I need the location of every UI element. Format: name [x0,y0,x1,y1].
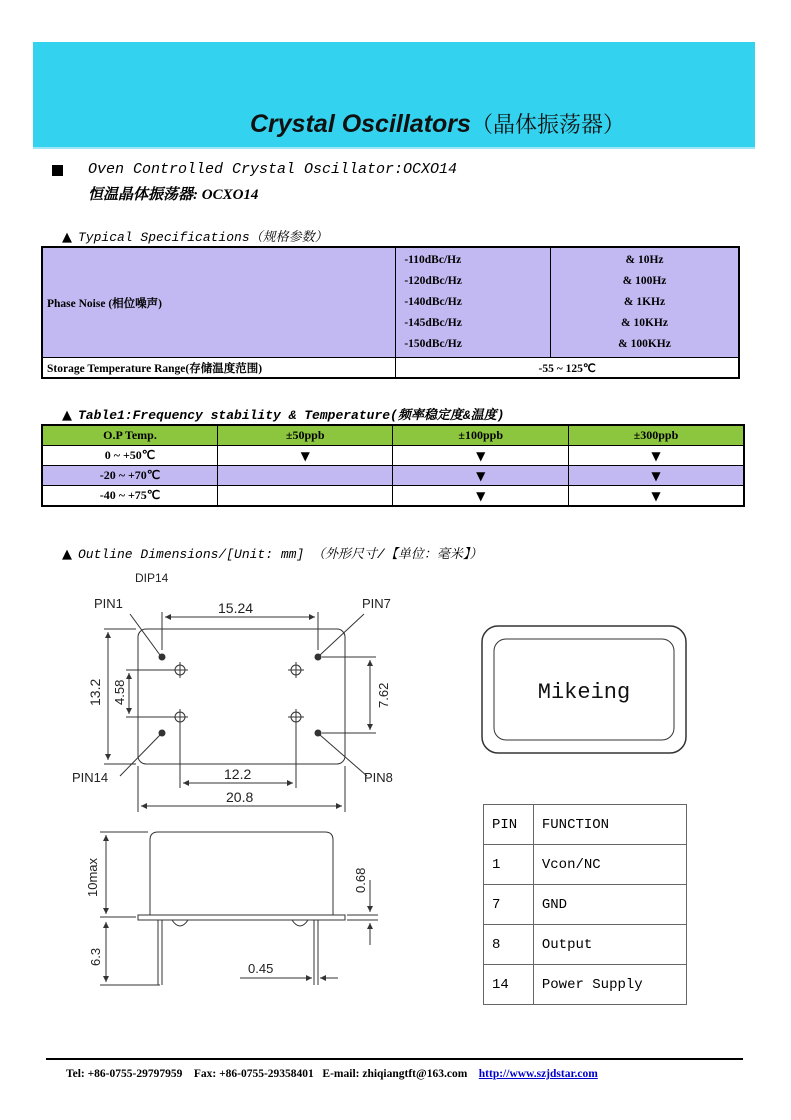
pin-label-7: PIN7 [362,596,391,611]
footer-email: E-mail: zhiqiangtft@163.com [322,1068,468,1080]
black-triangle-icon: ▲ [62,408,72,423]
pin-function: Vcon/NC [533,845,686,885]
dim-6-3: 6.3 [88,947,103,966]
marking-text: Mikeing [537,680,631,705]
pin-table-row [484,845,687,885]
stability-col-header: ±100ppb [393,425,569,446]
phase-noise-offset: & 1KHz [623,296,666,308]
pin-number: 14 [484,965,534,1005]
header-banner-underline [33,147,755,149]
stability-col-header: ±50ppb [217,425,392,446]
stability-row [42,486,744,507]
product-name-cn: 恒温晶体振荡器: OCXO14 [88,187,259,203]
stability-row [42,446,744,466]
down-triangle-icon: ▼ [568,486,744,507]
footer-website-link[interactable]: http://www.szjdstar.com [478,1068,598,1080]
outline-section-heading-text: Outline Dimensions/[Unit: mm] （外形尺寸/【单位：毫米】） [78,547,483,562]
footer-fax: Fax: +86-0755-29358401 [193,1068,314,1080]
phase-noise-offset: & 10KHz [621,317,668,329]
spec-table [41,246,740,379]
footer [66,1068,598,1080]
pin-crosshairs [172,662,304,725]
spec-row-phase-noise [42,247,739,358]
down-triangle-icon: ▼ [217,446,392,466]
phase-noise-level: -110dBc/Hz [404,254,462,266]
pin-function-table [483,804,687,1005]
pin-number: 7 [484,885,534,925]
pin-table-row [484,885,687,925]
package-label: DIP14 [135,571,169,585]
dim-10max: 10max [85,857,100,897]
down-triangle-icon: ▼ [393,466,569,486]
pin-table-header-pin: PIN [484,805,534,845]
product-name-en: Oven Controlled Crystal Oscillator:OCXO14 [88,161,458,178]
down-triangle-icon: ▼ [393,446,569,466]
phase-noise-levels [396,247,551,358]
phase-noise-level: -140dBc/Hz [404,296,462,308]
phase-noise-level: -120dBc/Hz [404,275,462,287]
spec-param-storage-temp: Storage Temperature Range(存储温度范围) [42,358,396,379]
stability-row [42,466,744,486]
spec-value-storage-temp: -55 ~ 125℃ [396,358,739,379]
footer-divider [46,1058,743,1060]
phase-noise-level: -150dBc/Hz [404,338,462,350]
stability-table [41,424,745,507]
stability-col-header: ±300ppb [568,425,744,446]
outline-drawing [0,560,460,990]
down-triangle-icon: ▼ [568,466,744,486]
pin-table-row [484,925,687,965]
footer-tel: Tel: +86-0755-29797959 [66,1068,183,1080]
phase-noise-offset: & 10Hz [625,254,664,266]
pin-table-row [484,965,687,1005]
page-title-en: Crystal Oscillators [250,110,471,138]
spec-row-storage-temp [42,358,739,379]
marking-view [478,622,690,757]
stability-section-heading [62,404,504,423]
stability-section-heading-text: Table1:Frequency stability & Temperature(频率稳定度&温度) [78,408,505,423]
dim-15-24: 15.24 [218,600,254,616]
dim-12-2: 12.2 [224,766,252,782]
spec-section-heading-text: Typical Specifications（规格参数） [78,230,328,245]
phase-noise-offset: & 100Hz [622,275,667,287]
dim-4-58: 4.58 [112,679,127,705]
black-triangle-icon: ▲ [62,230,72,245]
phase-noise-offsets [551,247,739,358]
pin-label-1: PIN1 [94,596,123,611]
stability-temp: -20 ~ +70℃ [42,466,217,486]
page-title-cn: （晶体振荡器） [470,113,625,138]
pin-number: 8 [484,925,534,965]
stability-header-row [42,425,744,446]
phase-noise-offset: & 100KHz [618,338,671,350]
pin-table-header [484,805,687,845]
stability-cell-empty [217,486,392,507]
pin-function: Power Supply [533,965,686,1005]
dim-0-68: 0.68 [353,867,368,893]
pin-number: 1 [484,845,534,885]
spec-param-phase-noise: Phase Noise (相位噪声) [42,247,396,358]
stability-temp: 0 ~ +50℃ [42,446,217,466]
down-triangle-icon: ▼ [393,486,569,507]
dim-20-8: 20.8 [226,789,254,805]
spec-section-heading [62,226,328,245]
black-triangle-icon: ▲ [62,547,72,562]
dim-13-2: 13.2 [87,678,103,706]
pin-table-header-function: FUNCTION [533,805,686,845]
black-square-icon [52,165,63,176]
stability-cell-empty [217,466,392,486]
dim-7-62: 7.62 [376,682,391,708]
pin-function: Output [533,925,686,965]
stability-col-header: O.P Temp. [42,425,217,446]
stability-temp: -40 ~ +75℃ [42,486,217,507]
pin-function: GND [533,885,686,925]
phase-noise-level: -145dBc/Hz [404,317,462,329]
package-top-view [138,629,345,764]
pin-label-8: PIN8 [364,770,393,785]
package-side-view [150,832,333,915]
down-triangle-icon: ▼ [568,446,744,466]
page-title [250,108,625,139]
dim-0-45: 0.45 [248,961,274,976]
pin-label-14: PIN14 [72,770,109,785]
